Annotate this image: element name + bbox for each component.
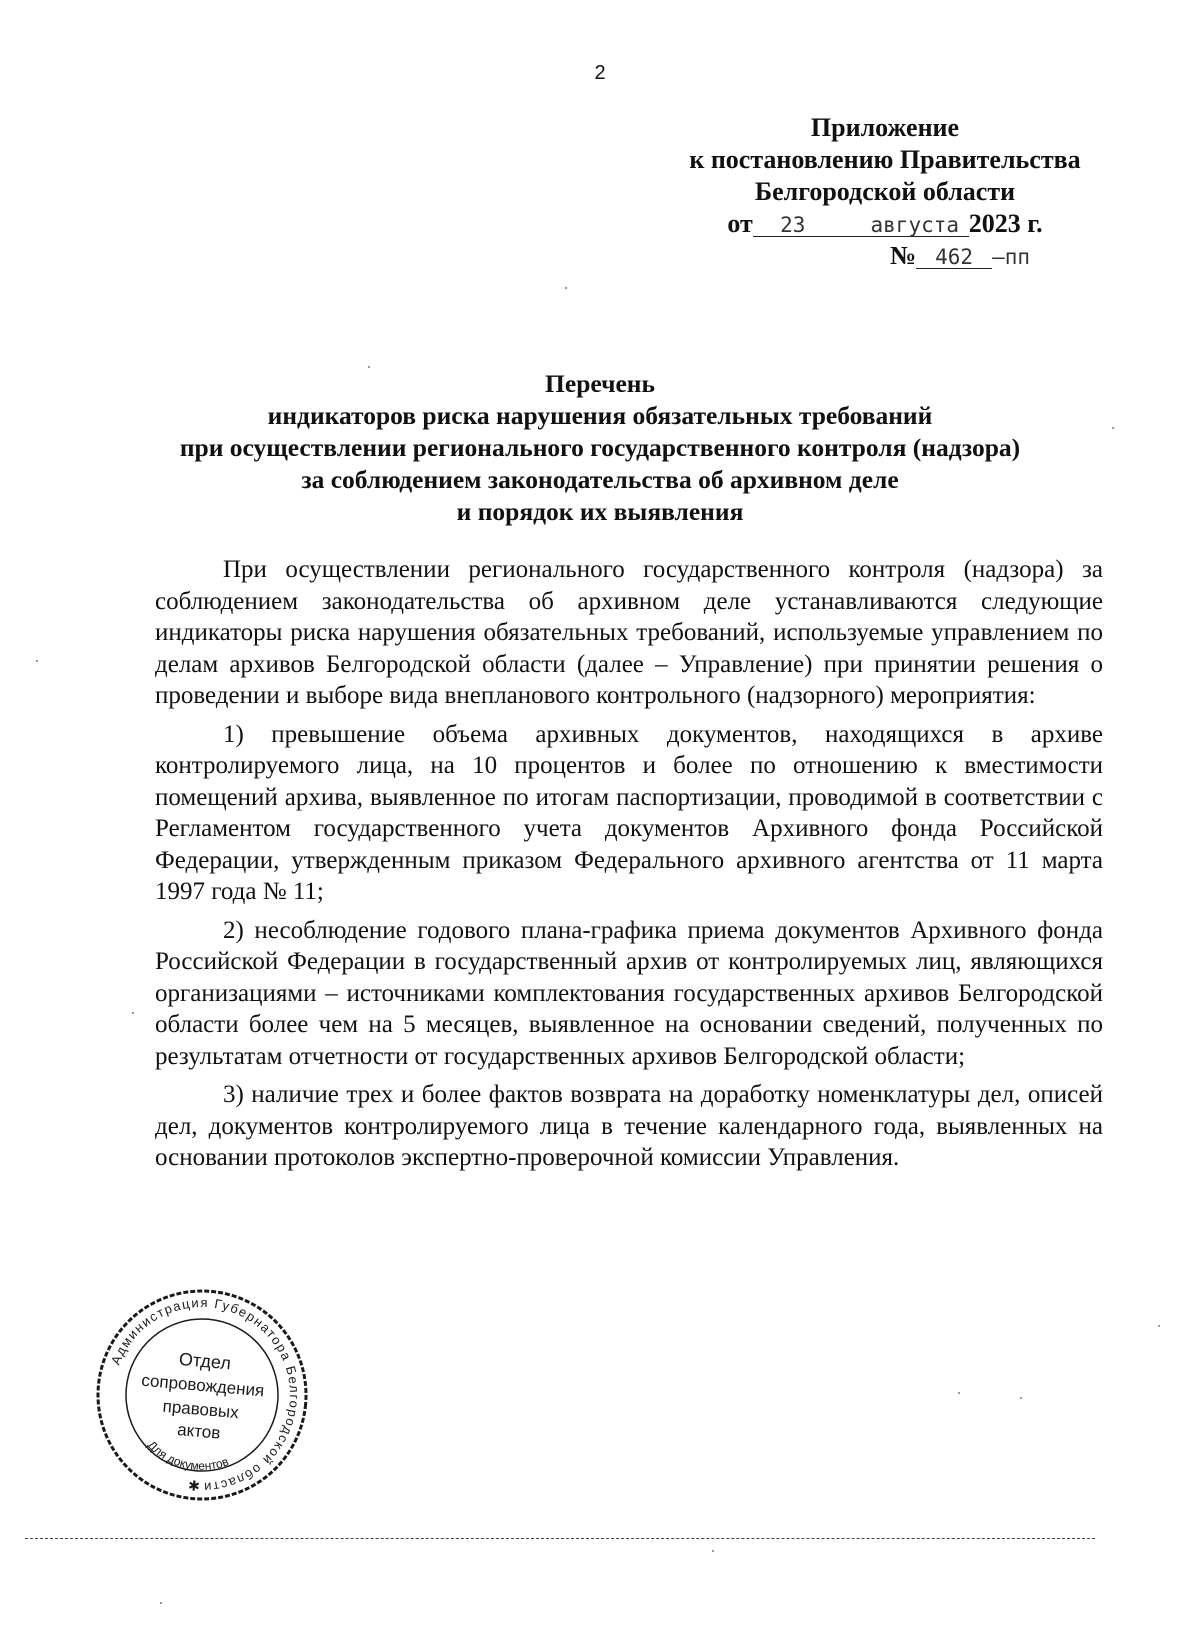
title-line-2: индикаторов риска нарушения обязательных требований (267, 401, 933, 430)
document-body (155, 554, 1103, 1181)
stamp-ring-text: Администрация Губернатора Белгородской области (107, 1294, 303, 1496)
appendix-line-2: к постановлению Правительства (689, 145, 1081, 174)
scan-speck (1158, 1325, 1160, 1327)
title-line-1: Перечень (545, 369, 655, 398)
appendix-block (660, 112, 1110, 273)
scan-speck (958, 1392, 960, 1394)
scan-speck (160, 1602, 162, 1604)
stamp-bottom-text: Для документов (144, 1437, 231, 1473)
intro-paragraph: При осуществлении регионального государственного контроля (надзора) за соблюдением законодательства об архивном деле устанавливаются следующие индикаторы риска нарушения обязательных требований, используемые управлением по делам архивов Белгородской области (далее – Управление) при принятии решения о проведении и выборе вида внепланового контрольного (надзорного) мероприятия: (155, 556, 1103, 709)
number-prefix: № (889, 241, 917, 270)
scan-speck (565, 287, 567, 289)
official-stamp (83, 1276, 321, 1514)
bottom-divider (25, 1538, 1095, 1539)
document-title (120, 368, 1080, 528)
scan-speck (36, 660, 38, 662)
appendix-date (660, 208, 1110, 240)
indicator-item-2: 2) несоблюдение годового плана-графика приема документов Архивного фонда Российской Федерации в государственный архив от контролируемых лиц, являющихся организациями – источниками комплектования государственных архивов Белгородской области более чем на 5 месяцев, выявленное на основании сведений, полученных по результатам отчетности от государственных архивов Белгородской области; (155, 916, 1103, 1070)
scan-speck (368, 366, 370, 368)
scan-speck (132, 1012, 134, 1014)
date-prefix: от (727, 209, 753, 238)
indicator-item-3: 3) наличие трех и более фактов возврата на доработку номенклатуры дел, описей дел, документов контролируемого лица в течение календарного года, выявленных на основании протоколов экспертно-проверочной комиссии Управления. (155, 1081, 1103, 1171)
indicator-item-1: 1) превышение объема архивных документов, находящихся в архиве контролируемого лица, на 10 процентов и более по отношению к вместимости помещений архива, выявленное по итогам паспортизации, проводимой в соответствии с Регламентом государственного учета документов Архивного фонда Российской Федерации, утвержденным приказом Федерального архивного агентства от 11 марта 1997 года № 11; (155, 720, 1103, 905)
stamp-star-icon: ✱ (187, 1477, 201, 1495)
appendix-title: Приложение (810, 113, 960, 142)
scan-speck (1112, 427, 1114, 429)
page-number: 2 (594, 62, 606, 84)
date-year: 2023 г. (968, 209, 1043, 238)
appendix-number (660, 240, 1110, 273)
number-suffix: –пп (992, 245, 1031, 269)
title-line-5: и порядок их выявления (456, 497, 744, 526)
appendix-line-3: Белгородской области (754, 177, 1016, 206)
stamp-line-1: Отдел (178, 1348, 232, 1374)
number-value: 462 (916, 246, 992, 269)
stamp-line-4: актов (176, 1420, 222, 1443)
date-day: 23 (753, 214, 833, 237)
date-month: августа (833, 214, 969, 237)
stamp-line-2: сопровождения (140, 1370, 266, 1401)
scan-speck (712, 1550, 714, 1552)
stamp-line-3: правовых (161, 1396, 240, 1423)
title-line-4: за соблюдением законодательства об архивном деле (301, 465, 899, 494)
scan-speck (1020, 1397, 1022, 1399)
title-line-3: при осуществлении регионального государственного контроля (надзора) (179, 433, 1021, 462)
